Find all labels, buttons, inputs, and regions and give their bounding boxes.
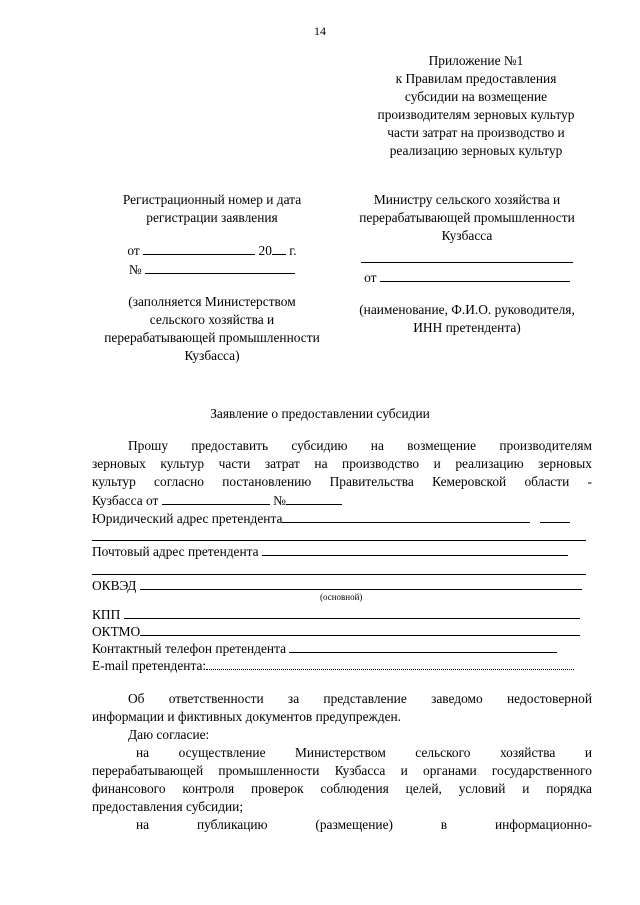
legal-address-blank-end[interactable] [540, 509, 570, 523]
applicant-blank[interactable] [380, 268, 570, 282]
oktmo-row [92, 622, 592, 640]
postal-address-blank[interactable] [262, 542, 568, 556]
oktmo-blank[interactable] [140, 622, 580, 636]
decree-date-label: Кузбасса от [92, 493, 159, 508]
email-row [92, 656, 592, 674]
request-line-4 [92, 491, 342, 510]
request-line-2: зерновых культур части затрат на производство и реализацию зерновых [92, 456, 592, 471]
consent-item1-line-3: финансового контроля проверок соблюдения целей, условий и порядка [92, 781, 592, 796]
note-line: ИНН претендента) [413, 320, 521, 335]
okved-note: (основной) [320, 592, 363, 602]
email-blank[interactable] [206, 656, 574, 670]
from-label: от [127, 243, 140, 258]
decree-number-label: № [273, 493, 286, 508]
consent-item2-line-1: на публикацию (размещение) в информационно- [136, 817, 592, 832]
oktmo-label: ОКТМО [92, 624, 141, 639]
note-line: сельского хозяйства и [149, 312, 275, 327]
applicant-row [342, 268, 592, 287]
kpp-row [92, 605, 592, 623]
appendix-line: части затрат на производство и [387, 125, 565, 140]
note-line: (заполняется Министерством [128, 294, 296, 309]
appendix-line: субсидии на возмещение [404, 89, 548, 104]
email-label: E-mail претендента: [92, 658, 207, 673]
request-line-3: культур согласно постановлению Правительства Кемеровской области - [92, 474, 592, 489]
addressee-line: Кузбасса [441, 228, 493, 243]
from-label: от [364, 270, 377, 285]
registration-date-blank[interactable] [143, 241, 255, 255]
legal-address-continuation-line[interactable] [92, 540, 586, 541]
appendix-line: производителям зерновых культур [377, 107, 575, 122]
postal-address-label: Почтовый адрес претендента [92, 544, 259, 559]
registration-number-row [92, 260, 332, 279]
decree-date-blank[interactable] [162, 491, 270, 505]
okved-blank[interactable] [140, 576, 582, 590]
addressee-block [342, 191, 592, 337]
note-line: (наименование, Ф.И.О. руководителя, [359, 302, 575, 317]
okved-label: ОКВЭД [92, 578, 137, 593]
postal-address-continuation-line[interactable] [92, 574, 586, 575]
phone-row [92, 639, 592, 657]
legal-address-blank[interactable] [282, 509, 530, 523]
addressee-line: перерабатывающей промышленности [359, 210, 575, 225]
legal-address-row [92, 509, 592, 527]
postal-address-row [92, 542, 592, 560]
year-label: 20 [258, 243, 272, 258]
document-title: Заявление о предоставлении субсидии [210, 406, 430, 421]
responsibility-line-2: информации и фиктивных документов предупрежден. [92, 709, 402, 724]
phone-label: Контактный телефон претендента [92, 641, 287, 656]
registration-heading: регистрации заявления [146, 210, 278, 225]
addressee-name-row [342, 249, 592, 268]
year-blank[interactable] [272, 241, 286, 255]
addressee-name-blank[interactable] [361, 249, 573, 263]
phone-blank[interactable] [289, 639, 557, 653]
kpp-label: КПП [92, 607, 121, 622]
consent-item1-line-4: предоставления субсидии; [92, 799, 244, 814]
page-number: 14 [314, 24, 326, 38]
consent-item1-line-1: на осуществление Министерством сельского хозяйства и [136, 745, 592, 760]
appendix-block [360, 52, 592, 160]
registration-date-row [92, 241, 332, 260]
request-line-1: Прошу предоставить субсидию на возмещение производителям [128, 438, 592, 453]
decree-number-blank[interactable] [286, 491, 342, 505]
consent-heading: Даю согласие: [128, 727, 210, 742]
registration-block [92, 191, 332, 365]
registration-number-blank[interactable] [145, 260, 295, 274]
appendix-line: реализацию зерновых культур [389, 143, 563, 158]
addressee-line: Министру сельского хозяйства и [373, 192, 561, 207]
appendix-line: Приложение №1 [428, 53, 524, 68]
kpp-blank[interactable] [124, 605, 580, 619]
number-label: № [128, 262, 142, 277]
registration-note [92, 293, 332, 365]
addressee-note [342, 301, 592, 337]
note-line: Кузбасса) [184, 348, 240, 363]
appendix-line: к Правилам предоставления [395, 71, 557, 86]
registration-heading: Регистрационный номер и дата [122, 192, 302, 207]
responsibility-line-1: Об ответственности за представление заведомо недостоверной [128, 691, 592, 706]
legal-address-label: Юридический адрес претендента [92, 511, 283, 526]
year-suffix: г. [289, 243, 297, 258]
note-line: перерабатывающей промышленности [104, 330, 320, 345]
consent-item1-line-2: перерабатывающей промышленности Кузбасса и органами государственного [92, 763, 592, 778]
